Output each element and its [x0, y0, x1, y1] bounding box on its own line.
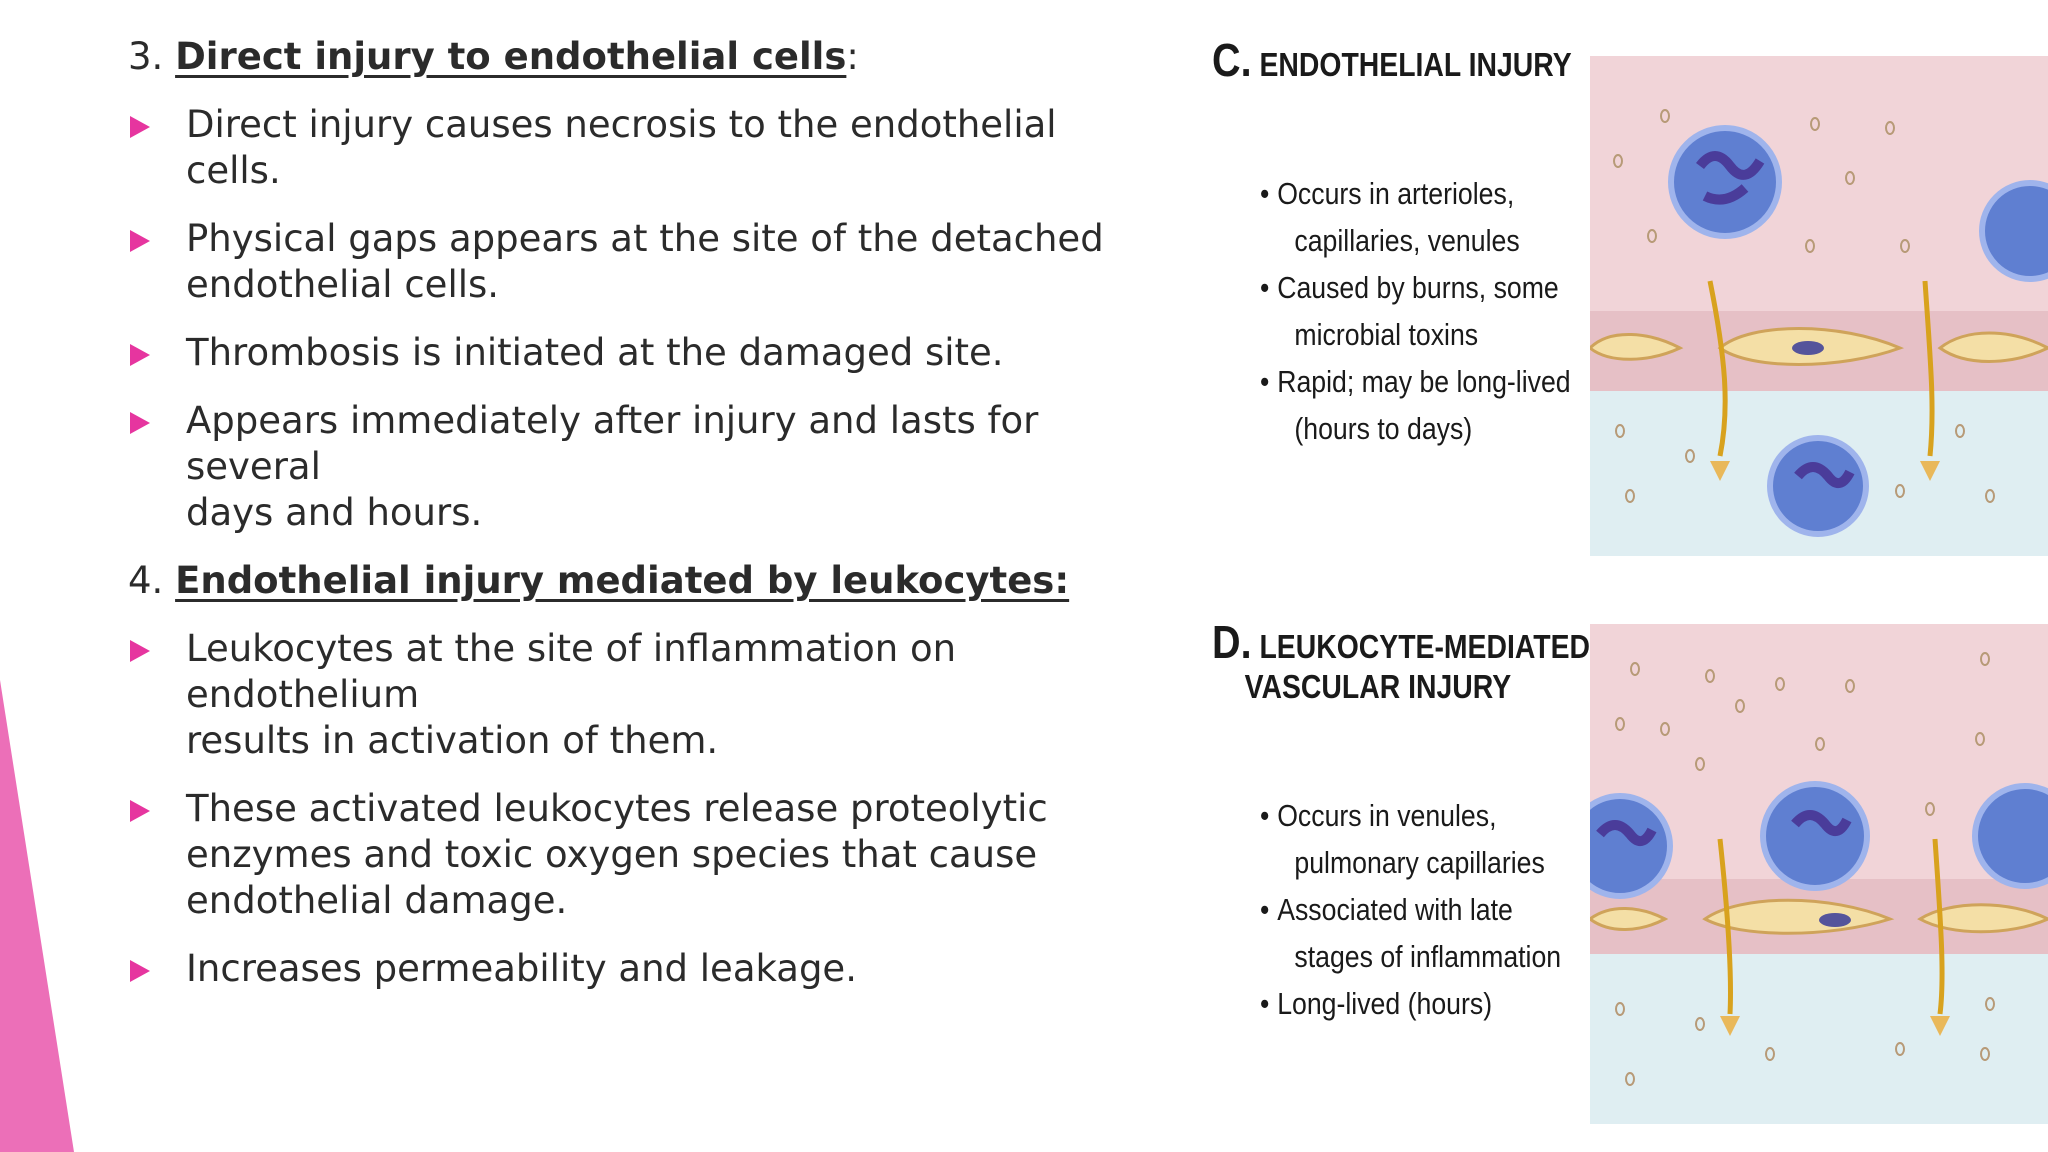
figure-list-text: Long-lived (hours): [1277, 986, 1493, 1021]
bullet-triangle-icon: [130, 116, 150, 138]
figure-list-text: pulmonary capillaries: [1294, 845, 1545, 880]
bullet-text-line: Increases permeability and leakage.: [186, 947, 857, 990]
figure-c-list: [1260, 170, 1571, 452]
figure-d-illustration: [1590, 624, 2048, 1124]
figure-d-list: [1260, 792, 1561, 1027]
bullet-text-line: enzymes and toxic oxygen species that cause: [186, 833, 1038, 876]
bullet-item: [128, 946, 1148, 992]
figure-list-line: [1260, 933, 1561, 980]
figure-d-caption: [1212, 616, 1592, 1021]
bullet-dot-icon: •: [1260, 176, 1270, 211]
section-3-heading: [128, 34, 1148, 80]
bullet-item: [128, 626, 1148, 764]
bullet-item: [128, 786, 1148, 924]
bullet-item: [128, 398, 1148, 536]
figure-list-line: [1260, 405, 1571, 452]
figure-c-caption: [1212, 34, 1592, 446]
bullet-triangle-icon: [130, 800, 150, 822]
figure-c-title: C. ENDOTHELIAL INJURY: [1212, 34, 1572, 86]
figure-list-text: Occurs in arterioles,: [1277, 176, 1515, 211]
figure-list-line: [1260, 311, 1571, 358]
bullet-item: [128, 102, 1148, 194]
section-3-number: 3.: [128, 35, 164, 78]
bullet-text-line: endothelial damage.: [186, 879, 568, 922]
bullet-text-line: endothelial cells.: [186, 263, 500, 306]
figure-list-text: Occurs in venules,: [1277, 798, 1497, 833]
bullet-dot-icon: •: [1260, 270, 1270, 305]
bullet-triangle-icon: [130, 640, 150, 662]
slide-text: [128, 34, 1148, 1014]
figure-list-line: [1260, 170, 1571, 217]
bullet-triangle-icon: [130, 344, 150, 366]
figure-c-illustration: [1590, 56, 2048, 556]
figure-list-line: [1260, 839, 1561, 886]
accent-stripe: [0, 0, 90, 1152]
figure-list-line: [1260, 264, 1571, 311]
bullet-text-line: results in activation of them.: [186, 719, 719, 762]
bullet-dot-icon: •: [1260, 798, 1270, 833]
bullet-dot-icon: •: [1260, 986, 1270, 1021]
bullet-text-line: These activated leukocytes release proteolytic: [186, 787, 1048, 830]
figure-list-text: Caused by burns, some: [1277, 270, 1559, 305]
section-3-title: Direct injury to endothelial cells: [175, 35, 847, 78]
bullet-triangle-icon: [130, 960, 150, 982]
section-4-bullets: [128, 626, 1148, 992]
figure-list-text: stages of inflammation: [1294, 939, 1562, 974]
bullet-text-line: Physical gaps appears at the site of the detached: [186, 217, 1104, 260]
bullet-text-line: Thrombosis is initiated at the damaged site.: [186, 331, 1004, 374]
bullet-triangle-icon: [130, 230, 150, 252]
section-4-title: Endothelial injury mediated by leukocytes:: [175, 559, 1070, 602]
figure-list-line: [1260, 886, 1561, 933]
bullet-text-line: Direct injury causes necrosis to the endothelial cells.: [186, 103, 1057, 192]
figure-list-text: capillaries, venules: [1294, 223, 1520, 258]
bullet-text-line: days and hours.: [186, 491, 483, 534]
figure-list-line: [1260, 980, 1561, 1027]
section-4-number: 4.: [128, 559, 164, 602]
section-4-heading: [128, 558, 1148, 604]
bullet-item: [128, 330, 1148, 376]
figure-list-line: [1260, 358, 1571, 405]
bullet-dot-icon: •: [1260, 892, 1270, 927]
figure-list-text: microbial toxins: [1294, 317, 1479, 352]
section-3-colon: :: [846, 35, 859, 78]
bullet-triangle-icon: [130, 412, 150, 434]
bullet-text-line: Appears immediately after injury and lasts for several: [186, 399, 1039, 488]
bullet-text-line: Leukocytes at the site of inflammation on endothelium: [186, 627, 957, 716]
figure-list-text: Associated with late: [1277, 892, 1513, 927]
figure-list-text: (hours to days): [1294, 411, 1473, 446]
figure-d-title: D. LEUKOCYTE-MEDIATED VASCULAR INJURY: [1212, 616, 1591, 705]
figure-list-line: [1260, 792, 1561, 839]
section-3-bullets: [128, 102, 1148, 536]
bullet-item: [128, 216, 1148, 308]
figure-list-line: [1260, 217, 1571, 264]
figure-list-text: Rapid; may be long-lived: [1277, 364, 1571, 399]
bullet-dot-icon: •: [1260, 364, 1270, 399]
